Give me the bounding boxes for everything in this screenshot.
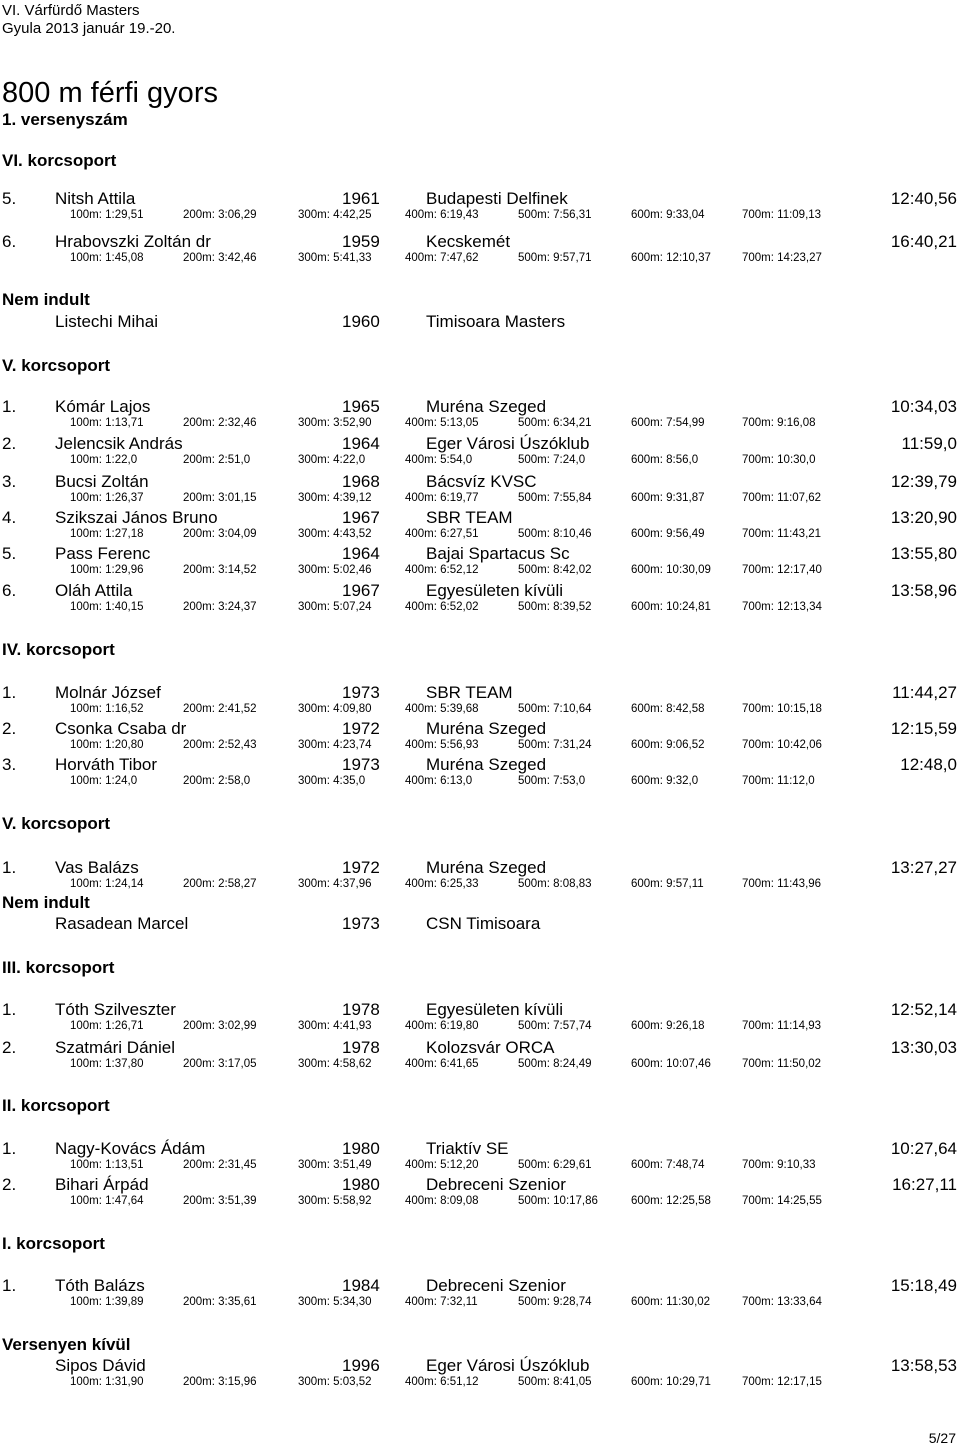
split-time: 300m: 5:58,92 (298, 1195, 372, 1207)
split-time: 600m: 9:57,11 (631, 878, 704, 890)
split-time: 200m: 2:51,0 (183, 454, 251, 466)
split-time: 400m: 5:12,20 (405, 1159, 479, 1171)
final-time: 13:20,90 (890, 508, 957, 527)
split-time: 100m: 1:45,08 (70, 252, 144, 264)
split-time: 600m: 12:10,37 (631, 252, 711, 264)
split-times-row (0, 1375, 960, 1389)
club-name: Muréna Szeged (426, 719, 547, 738)
split-time: 300m: 4:58,62 (298, 1058, 372, 1070)
section-heading: V. korcsoport (2, 814, 111, 833)
split-times-row (0, 208, 960, 222)
split-time: 400m: 5:56,93 (405, 739, 479, 751)
result-place: 5. (2, 189, 17, 208)
result-place: 1. (2, 1000, 17, 1019)
event-date: Gyula 2013 január 19.-20. (2, 20, 176, 37)
split-time: 100m: 1:13,51 (70, 1159, 144, 1171)
split-times-row (0, 416, 960, 430)
birth-year: 1996 (342, 1356, 380, 1375)
final-time: 13:58,96 (890, 581, 957, 600)
split-time: 200m: 2:58,27 (183, 878, 257, 890)
split-time: 700m: 11:43,21 (742, 528, 822, 540)
split-time: 100m: 1:39,89 (70, 1296, 144, 1308)
split-times-row (0, 563, 960, 577)
split-time: 100m: 1:29,51 (70, 209, 144, 221)
split-time: 400m: 8:09,08 (405, 1195, 479, 1207)
club-name: Budapesti Delfinek (426, 189, 568, 208)
split-time: 400m: 6:27,51 (405, 528, 479, 540)
split-time: 500m: 8:08,83 (518, 878, 592, 890)
split-time: 600m: 7:54,99 (631, 417, 705, 429)
split-time: 400m: 6:41,65 (405, 1058, 479, 1070)
club-name: Triaktív SE (426, 1139, 509, 1158)
final-time: 12:52,14 (890, 1000, 957, 1019)
split-time: 300m: 4:43,52 (298, 528, 372, 540)
split-time: 700m: 12:17,15 (742, 1376, 822, 1388)
split-time: 600m: 9:56,49 (631, 528, 705, 540)
club-name: Debreceni Szenior (426, 1276, 566, 1295)
split-time: 600m: 9:32,0 (631, 775, 699, 787)
split-time: 300m: 4:23,74 (298, 739, 372, 751)
birth-year: 1964 (342, 434, 380, 453)
split-time: 500m: 8:39,52 (518, 601, 592, 613)
split-time: 200m: 2:52,43 (183, 739, 257, 751)
split-time: 300m: 5:02,46 (298, 564, 372, 576)
split-time: 300m: 4:42,25 (298, 209, 372, 221)
split-time: 300m: 4:41,93 (298, 1020, 372, 1032)
split-time: 200m: 3:01,15 (183, 492, 257, 504)
split-time: 500m: 7:24,0 (518, 454, 586, 466)
birth-year: 1959 (342, 232, 380, 251)
split-time: 500m: 8:24,49 (518, 1058, 592, 1070)
split-time: 200m: 3:04,09 (183, 528, 257, 540)
birth-year: 1968 (342, 472, 380, 491)
swimmer-name: Sipos Dávid (55, 1356, 146, 1375)
swimmer-name: Jelencsik András (55, 434, 183, 453)
split-time: 600m: 12:25,58 (631, 1195, 711, 1207)
birth-year: 1967 (342, 508, 380, 527)
section-heading: Nem indult (2, 290, 90, 309)
final-time: 16:27,11 (892, 1175, 957, 1194)
swimmer-name: Kómár Lajos (55, 397, 151, 416)
result-row (0, 543, 960, 565)
race-number: 1. versenyszám (2, 110, 128, 129)
result-place: 2. (2, 1175, 17, 1194)
split-time: 400m: 6:13,0 (405, 775, 473, 787)
swimmer-name: Listechi Mihai (55, 312, 158, 331)
split-time: 100m: 1:22,0 (70, 454, 138, 466)
split-times-row (0, 1158, 960, 1172)
birth-year: 1978 (342, 1000, 380, 1019)
swimmer-name: Vas Balázs (55, 858, 139, 877)
section-heading: IV. korcsoport (2, 640, 115, 659)
final-time: 12:15,59 (890, 719, 957, 738)
split-time: 700m: 12:13,34 (742, 601, 822, 613)
club-name: Kecskemét (426, 232, 511, 251)
split-times-row (0, 1019, 960, 1033)
split-times-row (0, 1057, 960, 1071)
split-time: 100m: 1:13,71 (70, 417, 144, 429)
split-time: 400m: 7:47,62 (405, 252, 479, 264)
result-row (0, 396, 960, 418)
swimmer-name: Bucsi Zoltán (55, 472, 149, 491)
swimmer-name: Rasadean Marcel (55, 914, 189, 933)
birth-year: 1978 (342, 1038, 380, 1057)
split-times-row (0, 738, 960, 752)
result-row (0, 857, 960, 879)
result-row (0, 1174, 960, 1196)
final-time: 10:34,03 (890, 397, 957, 416)
result-place: 1. (2, 1276, 17, 1295)
split-time: 300m: 4:39,12 (298, 492, 372, 504)
result-row (0, 999, 960, 1021)
split-time: 200m: 2:58,0 (183, 775, 251, 787)
result-place: 2. (2, 434, 17, 453)
club-name: Debreceni Szenior (426, 1175, 566, 1194)
split-time: 100m: 1:24,14 (70, 878, 144, 890)
birth-year: 1972 (342, 719, 380, 738)
split-times-row (0, 877, 960, 891)
split-time: 400m: 6:19,77 (405, 492, 479, 504)
split-time: 100m: 1:26,37 (70, 492, 144, 504)
birth-year: 1961 (342, 189, 380, 208)
split-time: 200m: 3:51,39 (183, 1195, 257, 1207)
club-name: Bácsvíz KVSC (426, 472, 537, 491)
split-time: 600m: 7:48,74 (631, 1159, 705, 1171)
split-time: 600m: 9:06,52 (631, 739, 705, 751)
split-times-row (0, 527, 960, 541)
split-time: 700m: 14:23,27 (742, 252, 822, 264)
event-title: VI. Várfürdő Masters (2, 2, 140, 19)
result-row (0, 311, 960, 333)
split-time: 700m: 11:07,62 (742, 492, 822, 504)
section-heading: V. korcsoport (2, 356, 111, 375)
swimmer-name: Szatmári Dániel (55, 1038, 175, 1057)
result-place: 1. (2, 858, 17, 877)
split-time: 200m: 3:24,37 (183, 601, 257, 613)
split-time: 200m: 2:32,46 (183, 417, 257, 429)
birth-year: 1973 (342, 755, 380, 774)
split-time: 200m: 3:06,29 (183, 209, 257, 221)
split-time: 500m: 8:10,46 (518, 528, 592, 540)
page-number: 5/27 (928, 1430, 956, 1446)
birth-year: 1980 (342, 1139, 380, 1158)
result-place: 1. (2, 683, 17, 702)
split-time: 300m: 3:51,49 (298, 1159, 372, 1171)
club-name: Eger Városi Úszóklub (426, 1356, 590, 1375)
club-name: Muréna Szeged (426, 755, 547, 774)
result-row (0, 913, 960, 935)
swimmer-name: Szikszai János Bruno (55, 508, 218, 527)
result-row (0, 471, 960, 493)
split-time: 100m: 1:47,64 (70, 1195, 144, 1207)
split-time: 600m: 10:07,46 (631, 1058, 711, 1070)
result-row (0, 1275, 960, 1297)
swimmer-name: Nagy-Kovács Ádám (55, 1139, 206, 1158)
club-name: Timisoara Masters (426, 312, 566, 331)
split-time: 700m: 9:16,08 (742, 417, 816, 429)
swimmer-name: Tóth Szilveszter (55, 1000, 176, 1019)
final-time: 13:55,80 (890, 544, 957, 563)
split-time: 100m: 1:31,90 (70, 1376, 144, 1388)
club-name: Egyesületen kívüli (426, 1000, 564, 1019)
result-place: 2. (2, 1038, 17, 1057)
split-time: 500m: 6:29,61 (518, 1159, 592, 1171)
birth-year: 1984 (342, 1276, 380, 1295)
final-time: 12:39,79 (890, 472, 957, 491)
split-time: 500m: 7:56,31 (518, 209, 592, 221)
split-times-row (0, 1194, 960, 1208)
birth-year: 1967 (342, 581, 380, 600)
result-row (0, 188, 960, 210)
split-time: 700m: 13:33,64 (742, 1296, 822, 1308)
split-time: 700m: 10:42,06 (742, 739, 822, 751)
swimmer-name: Nitsh Attila (55, 189, 136, 208)
split-time: 300m: 4:09,80 (298, 703, 372, 715)
split-time: 200m: 3:14,52 (183, 564, 257, 576)
final-time: 10:27,64 (890, 1139, 957, 1158)
swimmer-name: Csonka Csaba dr (55, 719, 187, 738)
split-time: 500m: 7:57,74 (518, 1020, 592, 1032)
split-time: 200m: 3:02,99 (183, 1020, 257, 1032)
split-time: 400m: 7:32,11 (405, 1296, 478, 1308)
split-times-row (0, 774, 960, 788)
split-time: 600m: 8:56,0 (631, 454, 699, 466)
birth-year: 1960 (342, 312, 380, 331)
split-time: 700m: 9:10,33 (742, 1159, 816, 1171)
split-time: 100m: 1:29,96 (70, 564, 144, 576)
split-time: 400m: 6:25,33 (405, 878, 479, 890)
split-time: 100m: 1:27,18 (70, 528, 144, 540)
swimmer-name: Oláh Attila (55, 581, 133, 600)
final-time: 11:59,0 (901, 434, 957, 453)
split-time: 300m: 5:03,52 (298, 1376, 372, 1388)
split-time: 300m: 4:22,0 (298, 454, 366, 466)
club-name: CSN Timisoara (426, 914, 541, 933)
result-place: 5. (2, 544, 17, 563)
split-time: 700m: 11:50,02 (742, 1058, 822, 1070)
split-time: 600m: 9:26,18 (631, 1020, 705, 1032)
split-time: 500m: 10:17,86 (518, 1195, 598, 1207)
split-time: 500m: 9:57,71 (518, 252, 592, 264)
split-time: 200m: 3:35,61 (183, 1296, 257, 1308)
split-times-row (0, 1295, 960, 1309)
split-time: 500m: 8:41,05 (518, 1376, 592, 1388)
split-time: 500m: 7:55,84 (518, 492, 592, 504)
split-time: 500m: 7:31,24 (518, 739, 592, 751)
split-time: 200m: 3:17,05 (183, 1058, 257, 1070)
club-name: Muréna Szeged (426, 397, 547, 416)
club-name: Eger Városi Úszóklub (426, 434, 590, 453)
split-time: 700m: 11:43,96 (742, 878, 822, 890)
split-time: 500m: 7:10,64 (518, 703, 592, 715)
split-time: 600m: 11:30,02 (631, 1296, 711, 1308)
split-times-row (0, 491, 960, 505)
split-time: 100m: 1:24,0 (70, 775, 138, 787)
split-time: 700m: 11:14,93 (742, 1020, 822, 1032)
birth-year: 1973 (342, 914, 380, 933)
split-time: 400m: 5:54,0 (405, 454, 473, 466)
split-time: 600m: 9:33,04 (631, 209, 705, 221)
result-place: 1. (2, 1139, 17, 1158)
split-time: 600m: 10:29,71 (631, 1376, 711, 1388)
final-time: 13:27,27 (890, 858, 957, 877)
section-heading: VI. korcsoport (2, 151, 117, 170)
swimmer-name: Tóth Balázs (55, 1276, 145, 1295)
split-times-row (0, 453, 960, 467)
result-row (0, 1138, 960, 1160)
split-time: 700m: 10:30,0 (742, 454, 816, 466)
split-time: 400m: 6:52,12 (405, 564, 479, 576)
swimmer-name: Molnár József (55, 683, 161, 702)
section-heading: III. korcsoport (2, 958, 115, 977)
result-row (0, 1037, 960, 1059)
result-row (0, 718, 960, 740)
final-time: 12:48,0 (900, 755, 957, 774)
club-name: SBR TEAM (426, 508, 513, 527)
section-heading: Nem indult (2, 893, 90, 912)
split-time: 100m: 1:40,15 (70, 601, 144, 613)
split-time: 700m: 10:15,18 (742, 703, 822, 715)
result-row (0, 754, 960, 776)
split-time: 200m: 2:41,52 (183, 703, 257, 715)
swimmer-name: Hrabovszki Zoltán dr (55, 232, 211, 251)
result-row (0, 580, 960, 602)
split-time: 600m: 8:42,58 (631, 703, 705, 715)
swimmer-name: Pass Ferenc (55, 544, 151, 563)
split-time: 200m: 2:31,45 (183, 1159, 257, 1171)
split-time: 700m: 11:09,13 (742, 209, 822, 221)
split-time: 700m: 12:17,40 (742, 564, 822, 576)
split-time: 300m: 5:34,30 (298, 1296, 372, 1308)
club-name: SBR TEAM (426, 683, 513, 702)
split-time: 600m: 10:30,09 (631, 564, 711, 576)
swimmer-name: Horváth Tibor (55, 755, 158, 774)
final-time: 15:18,49 (890, 1276, 957, 1295)
club-name: Kolozsvár ORCA (426, 1038, 555, 1057)
club-name: Muréna Szeged (426, 858, 547, 877)
split-time: 400m: 6:19,80 (405, 1020, 479, 1032)
birth-year: 1964 (342, 544, 380, 563)
split-time: 600m: 10:24,81 (631, 601, 711, 613)
split-time: 400m: 6:19,43 (405, 209, 479, 221)
result-place: 1. (2, 397, 17, 416)
split-time: 500m: 9:28,74 (518, 1296, 592, 1308)
split-time: 200m: 3:42,46 (183, 252, 257, 264)
club-name: Egyesületen kívüli (426, 581, 564, 600)
split-time: 200m: 3:15,96 (183, 1376, 257, 1388)
final-time: 11:44,27 (892, 683, 957, 702)
split-time: 100m: 1:26,71 (70, 1020, 144, 1032)
split-time: 500m: 8:42,02 (518, 564, 592, 576)
birth-year: 1972 (342, 858, 380, 877)
split-time: 500m: 7:53,0 (518, 775, 586, 787)
split-times-row (0, 251, 960, 265)
result-row (0, 682, 960, 704)
final-time: 12:40,56 (890, 189, 957, 208)
result-row (0, 433, 960, 455)
split-time: 100m: 1:20,80 (70, 739, 144, 751)
split-time: 300m: 3:52,90 (298, 417, 372, 429)
split-time: 300m: 5:41,33 (298, 252, 372, 264)
split-time: 700m: 14:25,55 (742, 1195, 822, 1207)
result-row (0, 231, 960, 253)
split-time: 400m: 6:52,02 (405, 601, 479, 613)
birth-year: 1973 (342, 683, 380, 702)
split-time: 400m: 5:13,05 (405, 417, 479, 429)
swimmer-name: Bihari Árpád (55, 1175, 149, 1194)
split-time: 300m: 5:07,24 (298, 601, 372, 613)
section-heading: I. korcsoport (2, 1234, 105, 1253)
result-place: 3. (2, 755, 17, 774)
split-time: 400m: 5:39,68 (405, 703, 479, 715)
birth-year: 1980 (342, 1175, 380, 1194)
birth-year: 1965 (342, 397, 380, 416)
final-time: 13:58,53 (890, 1356, 957, 1375)
split-time: 700m: 11:12,0 (742, 775, 815, 787)
split-time: 400m: 6:51,12 (405, 1376, 479, 1388)
result-place: 4. (2, 508, 17, 527)
split-times-row (0, 600, 960, 614)
section-heading: Versenyen kívül (2, 1335, 131, 1354)
split-time: 600m: 9:31,87 (631, 492, 705, 504)
result-place: 6. (2, 581, 17, 600)
split-time: 100m: 1:16,52 (70, 703, 144, 715)
split-time: 300m: 4:37,96 (298, 878, 372, 890)
result-row (0, 1355, 960, 1377)
result-place: 3. (2, 472, 17, 491)
split-times-row (0, 702, 960, 716)
section-heading: II. korcsoport (2, 1096, 110, 1115)
final-time: 13:30,03 (890, 1038, 957, 1057)
result-place: 2. (2, 719, 17, 738)
final-time: 16:40,21 (890, 232, 957, 251)
race-title: 800 m férfi gyors (2, 77, 218, 109)
result-row (0, 507, 960, 529)
split-time: 500m: 6:34,21 (518, 417, 592, 429)
club-name: Bajai Spartacus Sc (426, 544, 570, 563)
result-place: 6. (2, 232, 17, 251)
split-time: 100m: 1:37,80 (70, 1058, 144, 1070)
split-time: 300m: 4:35,0 (298, 775, 366, 787)
